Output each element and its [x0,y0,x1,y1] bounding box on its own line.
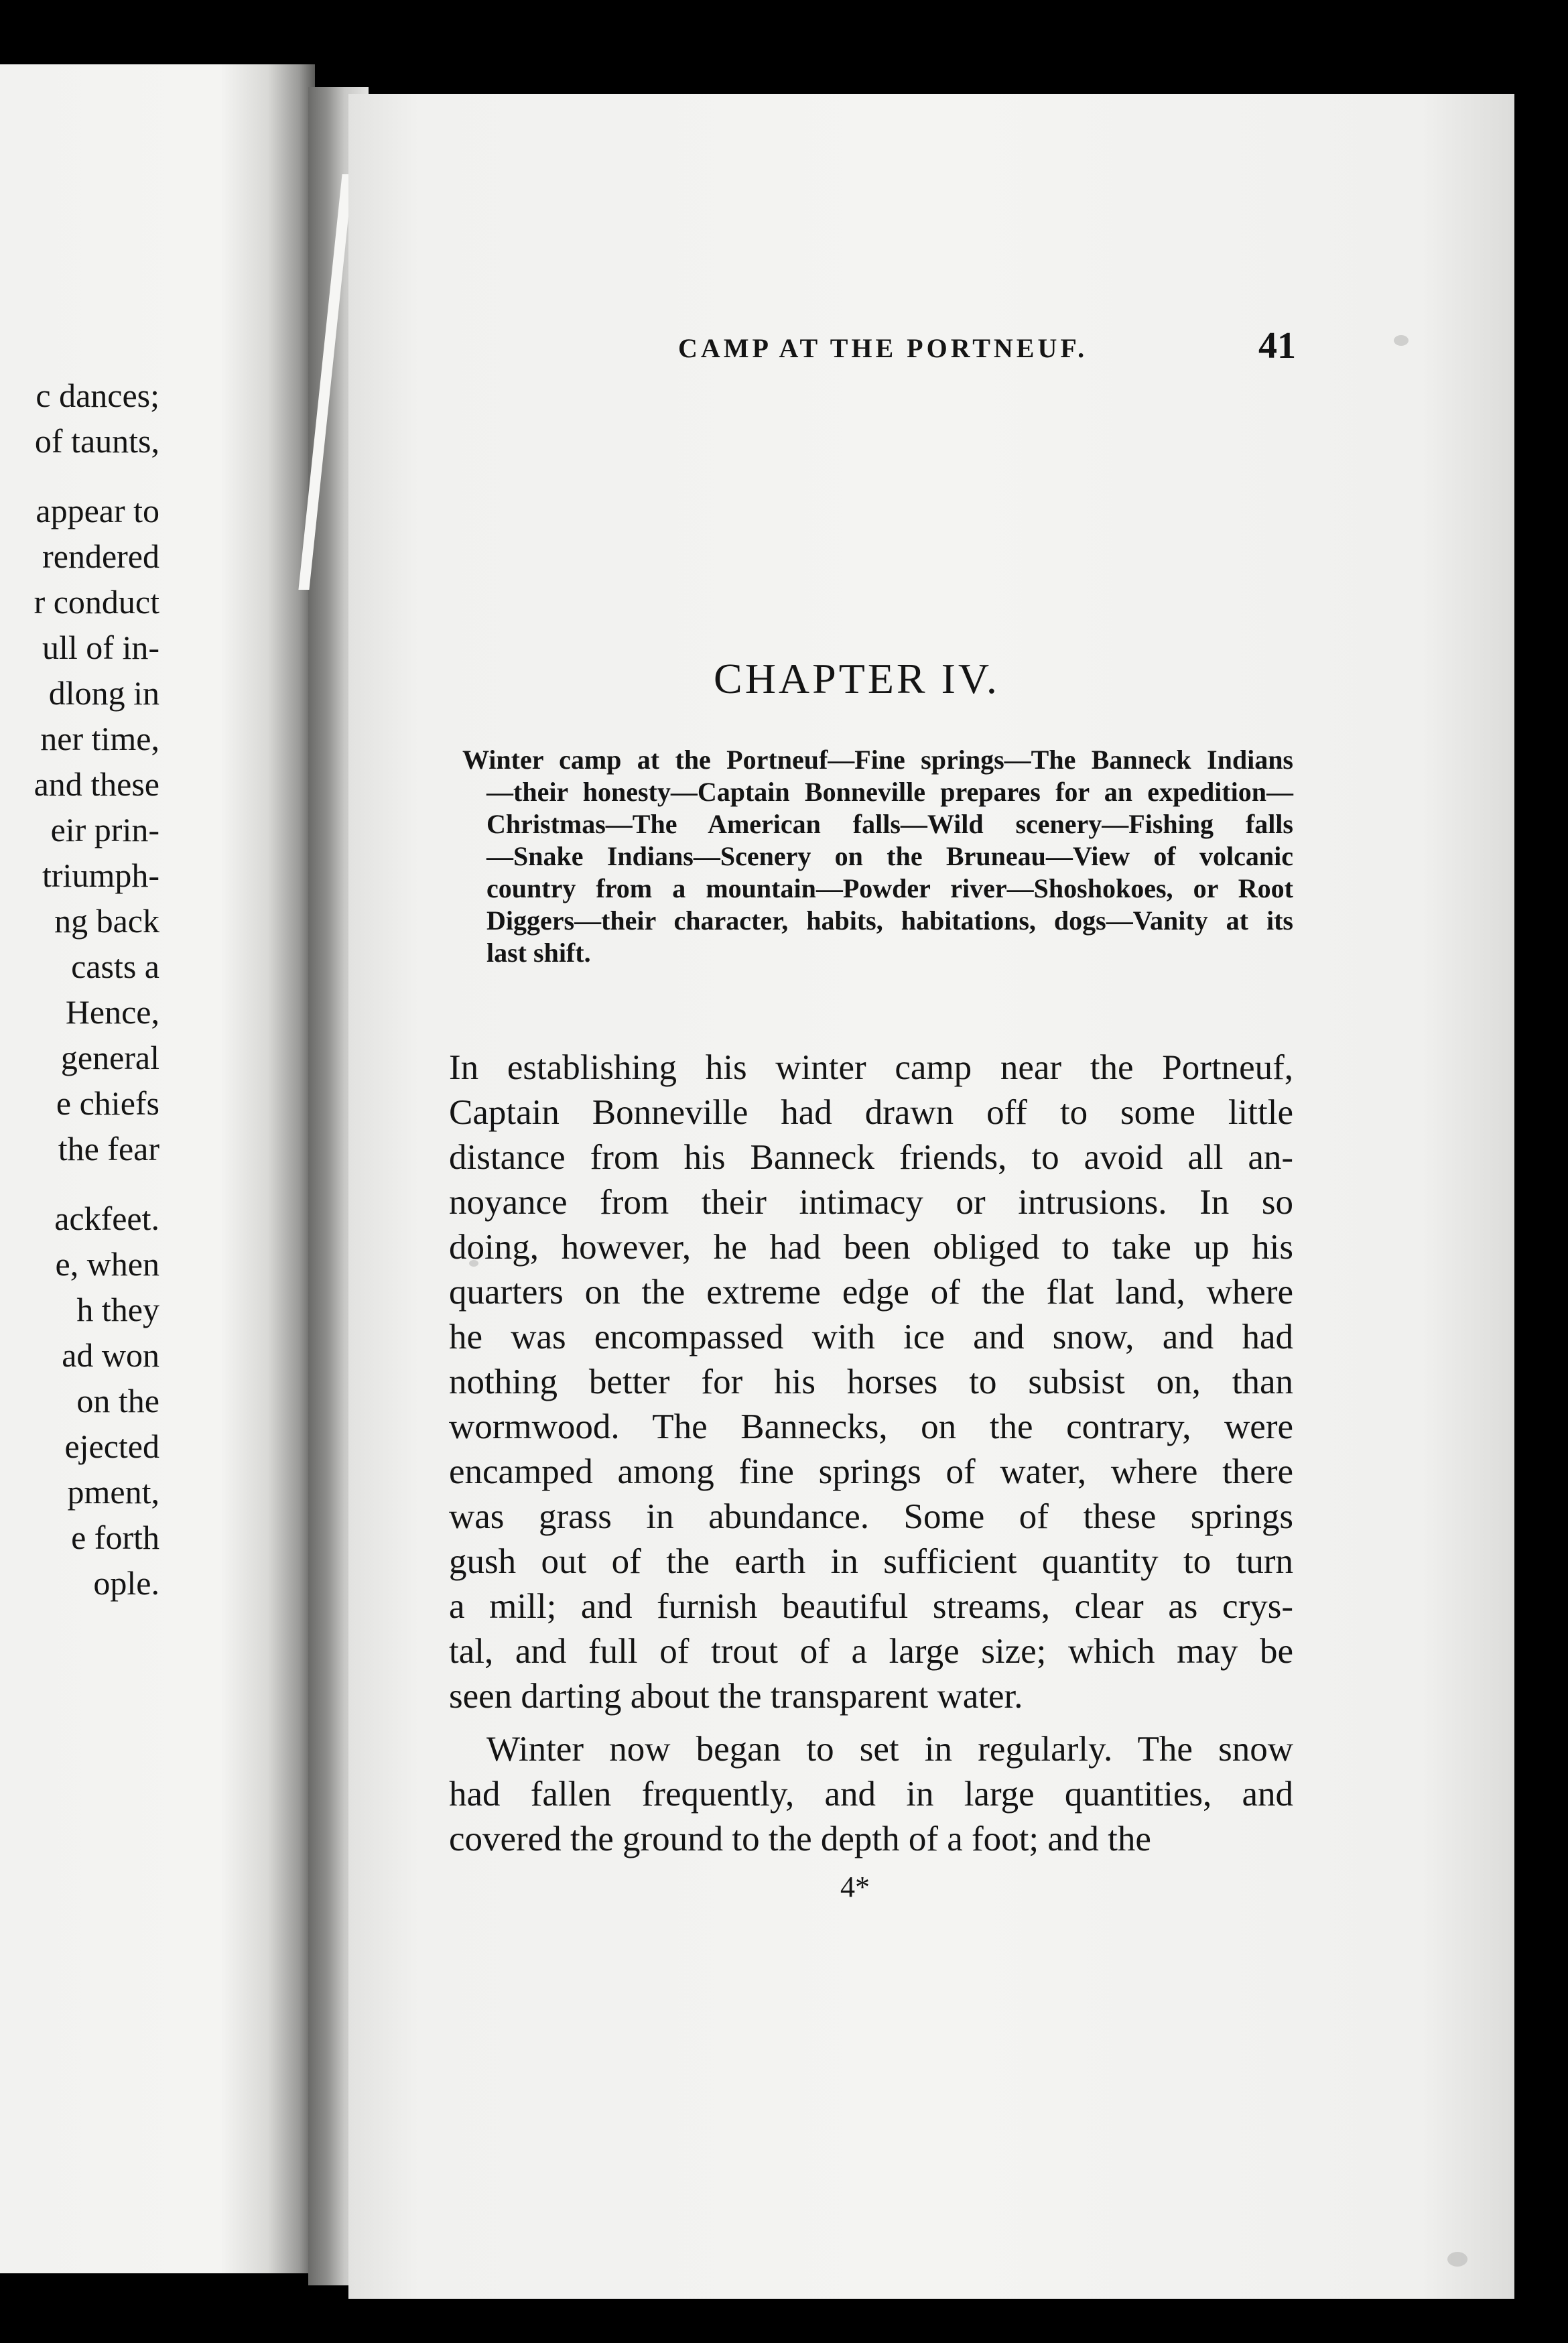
left-page-line: ople. [93,1564,159,1602]
synopsis-line: —Snake Indians—Scenery on the Bruneau—View of volcanic [486,841,1293,871]
paper-speck [1394,335,1409,346]
body-line: noyance from their intimacy or intrusions. In so [449,1183,1293,1222]
left-page-line: e, when [55,1245,159,1283]
left-page-line: ackfeet. [54,1200,159,1237]
left-page-line: ng back [54,902,159,940]
left-page-line: h they [76,1291,159,1328]
left-page-line: ner time, [40,720,159,757]
synopsis-line: country from a mountain—Powder river—Shoshokoes, or Root [486,873,1293,903]
body-line: Captain Bonneville had drawn off to some little [449,1093,1293,1132]
synopsis-line: last shift. [486,938,591,968]
body-line: distance from his Banneck friends, to avoid all an- [449,1138,1293,1177]
left-page [0,64,315,2273]
body-line: gush out of the earth in sufficient quantity to turn [449,1542,1293,1581]
left-page-line: on the [76,1382,159,1419]
left-page-line: casts a [71,948,159,985]
body-line: was grass in abundance. Some of these springs [449,1497,1293,1536]
body-line: wormwood. The Bannecks, on the contrary, were [449,1407,1293,1446]
left-page-line: ad won [62,1336,159,1374]
left-page-line: e chiefs [56,1084,159,1122]
body-line: nothing better for his horses to subsist on, than [449,1363,1293,1401]
body-line: encamped among fine springs of water, where there [449,1452,1293,1491]
body-line: had fallen frequently, and in large quantities, and [449,1775,1293,1814]
left-page-line: Hence, [65,993,159,1031]
signature-mark: 4* [840,1871,870,1903]
running-head: CAMP AT THE PORTNEUF. [678,333,1088,363]
left-page-line: pment, [67,1473,159,1511]
chapter-title: CHAPTER IV. [714,655,1000,702]
synopsis-line: Christmas—The American falls—Wild scenery—Fishing falls [486,809,1293,839]
paper-speck [1447,2252,1467,2267]
left-page-line: e forth [71,1519,159,1556]
left-page-line: and these [34,765,159,803]
left-page-line: r conduct [34,583,159,621]
left-page-line: of taunts, [34,422,159,460]
left-page-line: rendered [42,537,159,575]
body-line: seen darting about the transparent water. [449,1677,1023,1716]
body-line: he was encompassed with ice and snow, and had [449,1318,1293,1356]
body-line: a mill; and furnish beautiful streams, clear as crys- [449,1587,1293,1626]
left-page-line: ejected [64,1428,159,1465]
left-page-line: appear to [36,492,159,529]
left-page-line: ull of in- [42,629,159,666]
synopsis-line: Diggers—their character, habits, habitations, dogs—Vanity at its [486,905,1293,936]
left-page-line: the fear [58,1130,159,1167]
synopsis-line: Winter camp at the Portneuf—Fine springs—The Banneck Indians [462,745,1293,775]
left-page-line: c dances; [36,377,159,414]
body-line: doing, however, he had been obliged to take up his [449,1228,1293,1267]
left-page-line: general [60,1039,159,1076]
left-page-line: eir prin- [50,811,159,848]
body-line: quarters on the extreme edge of the flat land, where [449,1273,1293,1312]
body-line: In establishing his winter camp near the Portneuf, [449,1048,1293,1087]
body-line: tal, and full of trout of a large size; which may be [449,1632,1293,1671]
body-line: Winter now began to set in regularly. The snow [486,1730,1293,1769]
left-page-line: dlong in [48,674,159,712]
page-number: 41 [1258,325,1296,367]
body-line: covered the ground to the depth of a foot; and the [449,1820,1151,1858]
synopsis-line: —their honesty—Captain Bonneville prepares for an expedition— [486,777,1293,807]
left-page-line: triumph- [42,857,159,894]
